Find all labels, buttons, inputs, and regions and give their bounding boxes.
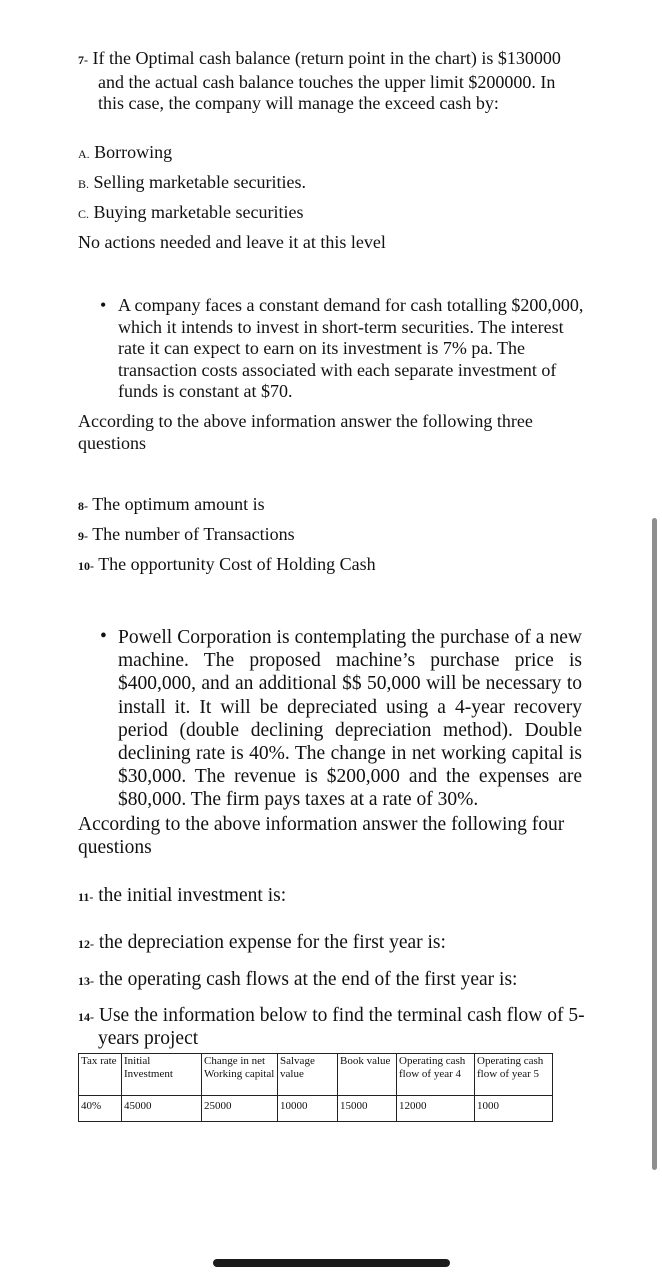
- option-c-text: Buying marketable securities: [93, 202, 304, 222]
- question-12: [78, 931, 446, 956]
- question-13: [78, 968, 517, 993]
- question-14-text: Use the information below to find the terminal cash flow of 5-years project: [98, 1005, 585, 1049]
- question-7-number: 7-: [78, 53, 88, 67]
- cell-ocf-year-5: 1000: [475, 1096, 553, 1122]
- terminal-cash-flow-table: [78, 1053, 553, 1122]
- option-b-letter: B.: [78, 177, 90, 191]
- option-a-letter: A.: [78, 147, 90, 161]
- scrollbar[interactable]: [652, 518, 657, 1170]
- question-13-text: the operating cash flows at the end of the first year is:: [98, 969, 518, 990]
- bullet-icon: •: [100, 626, 107, 647]
- option-d-text: No actions needed and leave it at this level: [78, 232, 386, 252]
- question-8: [78, 494, 265, 518]
- cell-initial-investment: 45000: [122, 1096, 202, 1122]
- four-questions-intro: According to the above information answer the following four questions: [78, 814, 565, 859]
- cell-tax-rate: 40%: [79, 1096, 122, 1122]
- header-salvage-value: Salvage value: [278, 1054, 338, 1096]
- question-13-number: 13-: [78, 974, 94, 988]
- option-a[interactable]: [78, 142, 172, 166]
- option-a-text: Borrowing: [94, 142, 173, 162]
- question-9-text: The number of Transactions: [92, 524, 295, 544]
- header-ocf-year-5: Operating cash flow of year 5: [475, 1054, 553, 1096]
- table-row: [79, 1096, 553, 1122]
- header-ocf-year-4: Operating cash flow of year 4: [397, 1054, 475, 1096]
- header-book-value: Book value: [338, 1054, 397, 1096]
- option-d[interactable]: [78, 232, 386, 254]
- question-7: [78, 48, 578, 115]
- question-11-text: the initial investment is:: [98, 885, 287, 906]
- option-c[interactable]: [78, 202, 303, 226]
- question-10: [78, 554, 376, 578]
- question-12-text: the depreciation expense for the first year is:: [98, 932, 446, 953]
- option-c-letter: C.: [78, 207, 90, 221]
- cell-ocf-year-4: 12000: [397, 1096, 475, 1122]
- home-indicator[interactable]: [213, 1259, 450, 1267]
- question-9-number: 9-: [78, 529, 88, 543]
- table-header-row: [79, 1054, 553, 1096]
- cash-demand-paragraph: A company faces a constant demand for cash totalling $200,000, which it intends to invest in short-term securities. The interest rate it can expect to earn on its investment is 7% pa. The transaction costs associated with each separate investment of funds is constant at $70.: [118, 295, 584, 401]
- question-10-number: 10-: [78, 559, 94, 573]
- option-b[interactable]: [78, 172, 306, 196]
- question-14-number: 14-: [78, 1010, 94, 1024]
- question-7-text: If the Optimal cash balance (return point in the chart) is $130000 and the actual cash balance touches the upper limit $200000. In this case, the company will manage the exceed cash by:: [92, 48, 561, 113]
- question-14: [78, 1005, 604, 1050]
- cell-book-value: 15000: [338, 1096, 397, 1122]
- three-questions-intro: According to the above information answer the following three questions: [78, 411, 533, 453]
- question-11-number: 11-: [78, 890, 94, 904]
- cell-change-nwc: 25000: [202, 1096, 278, 1122]
- header-change-nwc: Change in net Working capital: [202, 1054, 278, 1096]
- question-9: [78, 524, 295, 548]
- question-11: [78, 884, 286, 909]
- option-b-text: Selling marketable securities.: [93, 172, 306, 192]
- cell-salvage-value: 10000: [278, 1096, 338, 1122]
- header-tax-rate: Tax rate: [79, 1054, 122, 1096]
- question-10-text: The opportunity Cost of Holding Cash: [98, 554, 376, 574]
- header-initial-investment: Initial Investment: [122, 1054, 202, 1096]
- question-12-number: 12-: [78, 937, 94, 951]
- question-8-text: The optimum amount is: [92, 494, 265, 514]
- bullet-icon: •: [100, 295, 107, 315]
- question-8-number: 8-: [78, 499, 88, 513]
- powell-corporation-paragraph: Powell Corporation is contemplating the purchase of a new machine. The proposed machine’s purchase price is $400,000, and an additional $$ 50,000 will be necessary to install it. It will be depreciated using a 4-year recovery period (double declining depreciation method). Double declining rate is 40%. The change in net working capital is $30,000. The revenue is $200,000 and the expenses are $80,000. The firm pays taxes at a rate of 30%.: [118, 627, 582, 811]
